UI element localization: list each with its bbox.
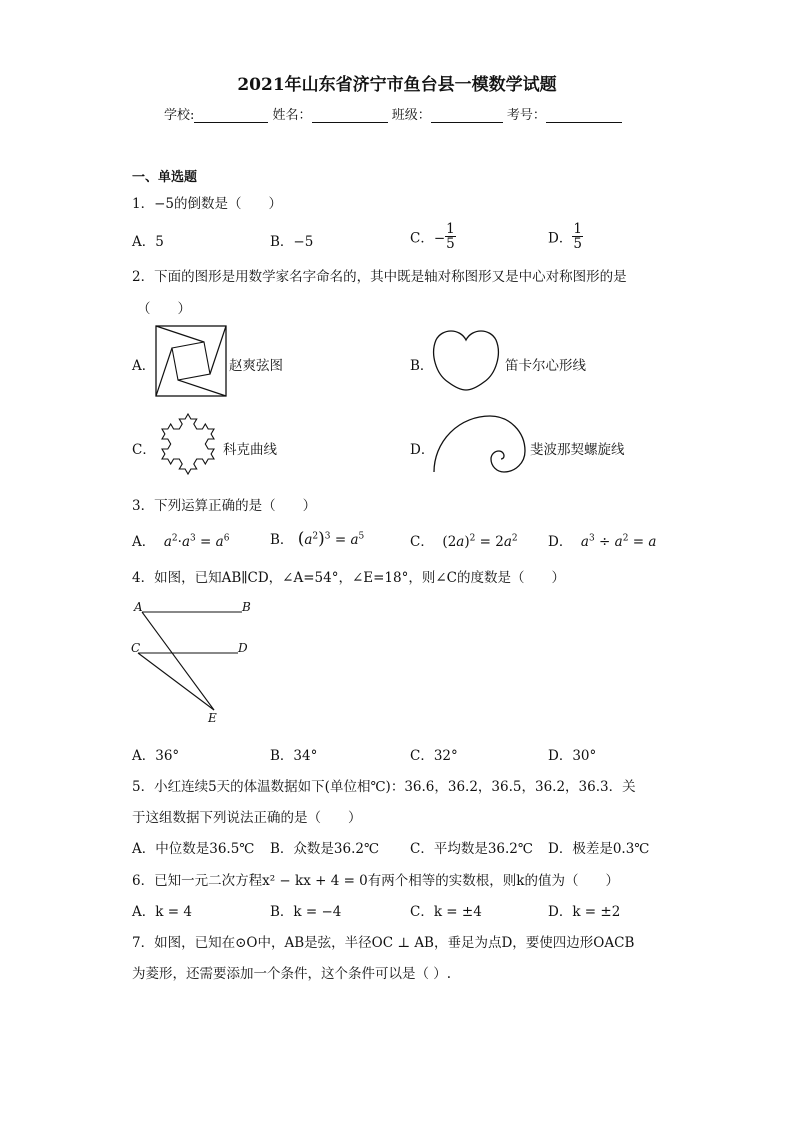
question-1-stem: 1．−5的倒数是（ ）: [132, 196, 282, 212]
q5-option-a[interactable]: A．中位数是36.5℃: [132, 841, 255, 857]
point-c-label: C: [131, 641, 141, 655]
student-info-line: [164, 104, 622, 123]
name-label: 姓名：: [272, 108, 312, 123]
q5-option-c[interactable]: C．平均数是36.2℃: [410, 841, 533, 857]
point-e-label: E: [208, 711, 217, 725]
koch-snowflake-diagram: [150, 404, 226, 480]
question-3-stem: 3．下列运算正确的是（ ）: [132, 498, 317, 514]
page-title: 2021年山东省济宁市鱼台县一模数学试题: [237, 75, 557, 95]
exam-no-label: 考号：: [506, 108, 546, 123]
q5-option-b[interactable]: B．众数是36.2℃: [270, 841, 380, 857]
question-7-stem-cont: 为菱形，还需要添加一个条件，这个条件可以是（ ）.: [132, 966, 452, 982]
q1-option-d[interactable]: [548, 222, 583, 251]
question-7-stem: 7．如图，已知在⊙O中，AB是弦，半径OC ⊥ AB，垂足为点D，要使四边形OACB: [132, 935, 635, 951]
q2-option-a-label[interactable]: A．: [132, 358, 156, 374]
q4-option-b[interactable]: B．34°: [270, 748, 318, 764]
q2-option-c-label[interactable]: C．: [132, 442, 156, 458]
school-blank[interactable]: [194, 108, 268, 123]
fibonacci-spiral-diagram: [430, 412, 530, 474]
q3-option-c[interactable]: [410, 530, 518, 550]
q2-option-a-caption: 赵爽弦图: [229, 358, 283, 374]
koch-curve-outline: [162, 414, 214, 474]
question-4-stem: 4．如图，已知AB∥CD，∠A=54°，∠E=18°，则∠C的度数是（ ）: [132, 570, 565, 586]
q2-option-c-caption: 科克曲线: [223, 442, 277, 458]
section-heading: 一、单选题: [132, 170, 198, 185]
q3-b-label: B．: [270, 532, 294, 548]
q3-a-expression: $a^2\cdot a^3 = a^6$: [163, 533, 230, 550]
q1-c-prefix: C．−: [410, 230, 446, 247]
q3-a-label: A．: [132, 534, 156, 550]
exam-no-blank[interactable]: [546, 108, 622, 123]
q2-option-d-label[interactable]: D．: [410, 442, 435, 458]
q3-option-b[interactable]: [270, 528, 364, 549]
question-2-paren: （ ）: [137, 301, 191, 317]
cardioid-diagram: [430, 326, 502, 392]
denominator: 5: [573, 236, 582, 252]
question-5-stem: 5．小红连续5天的体温数据如下(单位相℃)：36.6，36.2，36.5，36.2，36.3．关: [132, 779, 636, 795]
name-blank[interactable]: [312, 108, 388, 123]
point-b-label: B: [242, 600, 251, 614]
q3-b-expression: $(a^2)^3 = a^5$: [297, 529, 365, 549]
q3-c-expression: $(2a)^2 = 2a^2$: [438, 533, 518, 550]
q3-d-expression: $a^3 \div a^2 = a$: [580, 533, 657, 550]
class-blank[interactable]: [431, 108, 503, 123]
q3-d-label: D．: [548, 534, 573, 550]
point-a-label: A: [134, 600, 143, 614]
q1-d-prefix: D．: [548, 230, 573, 247]
question-6-stem: 6．已知一元二次方程x² − kx + 4 = 0有两个相等的实数根，则k的值为（ ）: [132, 873, 619, 889]
q2-option-d-caption: 斐波那契螺旋线: [530, 442, 625, 458]
numerator: 1: [573, 221, 582, 237]
question-2-stem: 2．下面的图形是用数学家名字命名的，其中既是轴对称图形又是中心对称图形的是: [132, 269, 627, 285]
q6-option-b[interactable]: B．k = −4: [270, 904, 342, 920]
q2-option-b-caption: 笛卡尔心形线: [505, 358, 586, 374]
point-d-label: D: [238, 641, 248, 655]
q3-option-d[interactable]: [548, 530, 656, 550]
numerator: 1: [446, 221, 455, 237]
q4-option-c[interactable]: C．32°: [410, 748, 458, 764]
q6-option-a[interactable]: A．k = 4: [132, 904, 192, 920]
parallel-lines-diagram: [128, 596, 258, 726]
fraction: [572, 222, 583, 251]
q3-option-a[interactable]: [132, 530, 229, 550]
fraction: [445, 222, 456, 251]
q3-c-label: C．: [410, 534, 434, 550]
question-5-stem-cont: 于这组数据下列说法正确的是（ ）: [132, 810, 362, 826]
denominator: 5: [446, 236, 455, 252]
zhao-shuang-diagram: [154, 324, 228, 398]
q1-option-c[interactable]: [410, 222, 456, 251]
q6-option-d[interactable]: D．k = ±2: [548, 904, 621, 920]
q2-option-b-label[interactable]: B．: [410, 358, 434, 374]
q1-option-a[interactable]: A．5: [132, 234, 164, 250]
school-label: 学校:: [164, 108, 195, 123]
q1-option-b[interactable]: B．−5: [270, 234, 314, 250]
class-label: 班级：: [391, 108, 431, 123]
q6-option-c[interactable]: C．k = ±4: [410, 904, 482, 920]
q4-option-d[interactable]: D．30°: [548, 748, 597, 764]
q5-option-d[interactable]: D．极差是0.3℃: [548, 841, 650, 857]
q4-option-a[interactable]: A．36°: [132, 748, 180, 764]
